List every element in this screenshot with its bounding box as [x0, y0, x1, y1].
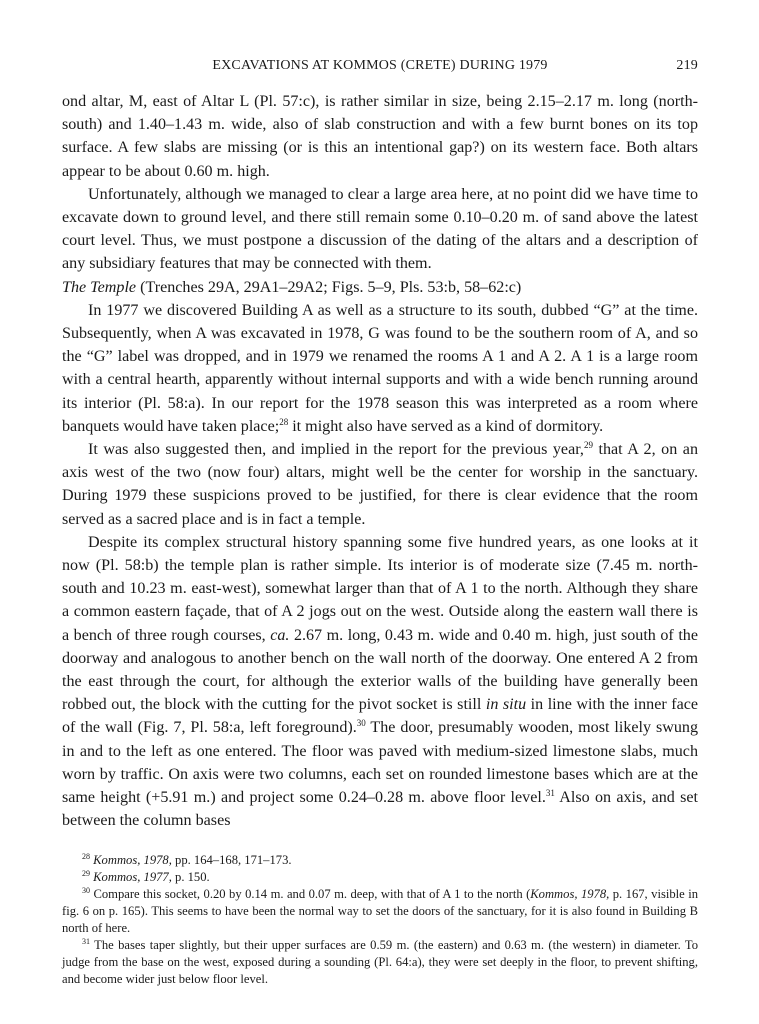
paragraph-5 — [62, 531, 698, 833]
footnote-28 — [62, 852, 698, 869]
section-heading-refs: (Trenches 29A, 29A1–29A2; Figs. 5–9, Pls. 53:b, 58–62:c) — [136, 278, 522, 296]
paragraph-5-text-a: Despite its complex structural history spanning some five hundred years, as one looks at it now (Pl. 58:b) the temple plan is rather simple. Its interior is of moderate size (7.45 m. north-south and 10.23 m. east-west), somewhat larger than that of A 1 to the north. Although they share a common eastern façade, that of A 2 jogs out on the west. Outside along the eastern wall there is a bench of three rough courses, — [62, 533, 698, 644]
footnote-text: Compare this socket, 0.20 by 0.14 m. and 0.07 m. deep, with that of A 1 to the north ( — [93, 886, 531, 901]
paragraph-5-ca: ca. — [270, 626, 290, 644]
footnote-text: pp. 164–168, 171–173. — [171, 852, 292, 867]
footnote-citation: Kommos, 1977, — [93, 869, 172, 884]
footnote-number: 31 — [82, 936, 90, 946]
footnote-number: 28 — [82, 851, 90, 861]
footnote-ref-31: 31 — [545, 788, 555, 799]
footnotes — [62, 852, 698, 988]
footnote-29 — [62, 869, 698, 886]
paragraph-1: ond altar, M, east of Altar L (Pl. 57:c), is rather similar in size, being 2.15–2.17 m. long (north-south) and 1.40–1.43 m. wide, also of slab construction and with a few burnt bones on its top surface. A few slabs are missing (or is this an intentional gap?) on its western face. Both altars appear to be about 0.60 m. high. — [62, 93, 698, 180]
footnote-ref-28: 28 — [279, 416, 289, 427]
footnote-citation: Kommos, 1978, — [93, 852, 172, 867]
footnote-citation: Kommos, 1978, — [530, 886, 610, 901]
paragraph-5-text-b: 2.67 m. long, 0.43 m. wide and 0.40 m. high, just south of the doorway and analogous to another bench on the wall north of the doorway. One entered A 2 from the east through the court, for although the exterior walls of the building have generally been robbed out, the block with the cutting for the pivot socket is still — [62, 626, 698, 714]
paragraph-4-text-end: that A 2, on an axis west of the two (now four) altars, might well be the center for worship in the sanctuary. During 1979 these suspicions proved to be justified, for there is clear evidence that the room served as a sacred place and is in fact a temple. — [62, 441, 698, 528]
paragraph-4-text: It was also suggested then, and implied in the report for the previous year, — [88, 441, 584, 459]
paragraph-3 — [62, 299, 698, 438]
section-heading — [62, 276, 698, 299]
footnote-text-end: p. 167, visible in fig. 6 on p. 165). This seems to have been the normal way to set the doors of the sanctuary, for it is also found in Building B north of here. — [62, 886, 698, 935]
paragraph-5-text-e: Also on axis, and set between the column bases — [62, 789, 699, 830]
page-number: 219 — [676, 58, 698, 73]
footnote-30 — [62, 886, 698, 937]
running-header — [62, 58, 698, 82]
paragraph-2: Unfortunately, although we managed to clear a large area here, at no point did we have time to excavate down to ground level, and there still remain some 0.10–0.20 m. of sand above the latest court level. Thus, we must postpone a discussion of the dating of the altars and a description of any subsidiary features that may be connected with them. — [62, 185, 698, 273]
main-text — [62, 90, 698, 833]
footnote-ref-29: 29 — [583, 440, 593, 451]
footnote-text: The bases taper slightly, but their upper surfaces are 0.59 m. (the eastern) and 0.63 m. (the western) in diameter. To judge from the base on the west, exposed during a sounding (Pl. 64:a), they were set deeply in the floor, to prevent shifting, and become wider just below floor level. — [62, 937, 699, 986]
paragraph-5-text-d: The door, presumably wooden, most likely swung in and to the left as one entered. The floor was paved with medium-sized limestone slabs, much worn by traffic. On axis were two columns, each set on rounded limestone bases which are at the same height (+5.91 m.) and project some 0.24–0.28 m. above floor level. — [62, 719, 698, 807]
running-title: EXCAVATIONS AT KOMMOS (CRETE) DURING 1979 — [212, 58, 548, 73]
paragraph-4 — [62, 438, 698, 531]
footnote-31 — [62, 937, 698, 988]
section-heading-title: The Temple — [62, 278, 137, 296]
paragraph-3-text: In 1977 we discovered Building A as well as a structure to its south, dubbed “G” at the time. Subsequently, when A was excavated in 1978, G was found to be the southern room of A, and so the “G” label was dropped, and in 1979 we renamed the rooms A 1 and A 2. A 1 is a large room with a central hearth, apparently without internal supports and with a wide bench running around its interior (Pl. 58:a). In our report for the 1978 season this was interpreted as a room where banquets would have taken place; — [62, 301, 698, 435]
journal-page — [62, 58, 698, 988]
paragraph-3-text-end: it might also have served as a kind of dormitory. — [288, 417, 604, 435]
footnote-text: p. 150. — [171, 869, 210, 884]
footnote-ref-30: 30 — [356, 718, 366, 729]
paragraph-5-in-situ: in situ — [485, 696, 527, 714]
footnote-number: 29 — [82, 868, 90, 878]
paragraph-5-text-c: in line with the inner face of the wall (Fig. 7, Pl. 58:a, left foreground). — [62, 696, 699, 737]
footnote-number: 30 — [82, 885, 90, 895]
